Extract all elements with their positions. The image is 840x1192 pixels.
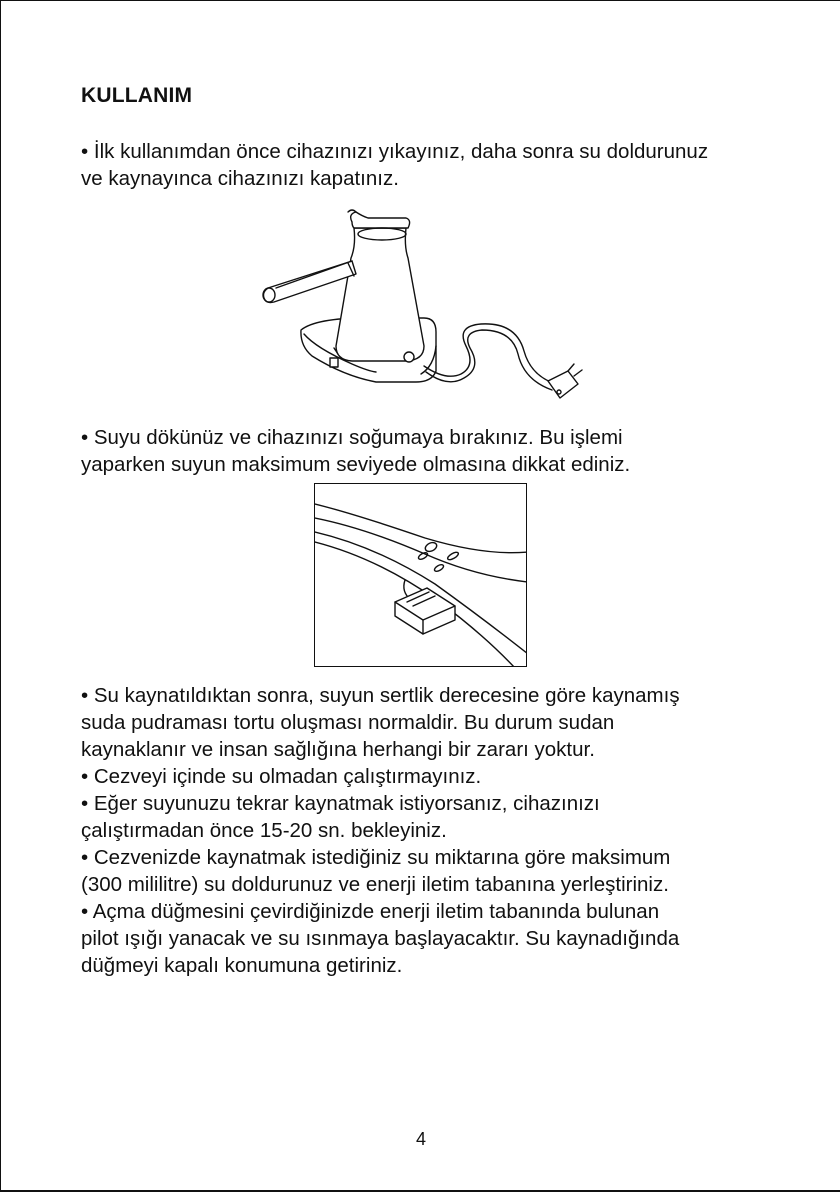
coffee-pot-illustration bbox=[256, 206, 586, 416]
paragraph-cooling bbox=[81, 424, 771, 478]
section-heading: KULLANIM bbox=[81, 84, 193, 107]
switch-detail-drawing bbox=[315, 484, 527, 667]
text-line: • Suyu dökünüz ve cihazınızı soğumaya bırakınız. Bu işlemi bbox=[81, 426, 623, 449]
text-line: suda pudraması tortu oluşması normaldir. Bu durum sudan bbox=[81, 711, 615, 734]
base-switch-closeup bbox=[314, 483, 527, 667]
text-line: (300 mililitre) su doldurunuz ve enerji iletim tabanına yerleştiriniz. bbox=[81, 873, 669, 896]
text-line: • Su kaynatıldıktan sonra, suyun sertlik derecesine göre kaynamış bbox=[81, 684, 680, 707]
text-line: pilot ışığı yanacak ve su ısınmaya başlayacaktır. Su kaynadığında bbox=[81, 927, 680, 950]
text-line: • Eğer suyunuzu tekrar kaynatmak istiyorsanız, cihazınızı bbox=[81, 792, 600, 815]
text-line: düğmeyi kapalı konumuna getiriniz. bbox=[81, 954, 403, 977]
text-line: ve kaynayınca cihazınızı kapatınız. bbox=[81, 167, 399, 190]
text-line: yaparken suyun maksimum seviyede olmasına dikkat ediniz. bbox=[81, 453, 631, 476]
paragraph-usage-notes bbox=[81, 682, 771, 979]
text-line: • Cezveyi içinde su olmadan çalıştırmayınız. bbox=[81, 765, 482, 788]
page-number: 4 bbox=[415, 1129, 426, 1149]
text-line: • İlk kullanımdan önce cihazınızı yıkayınız, daha sonra su doldurunuz bbox=[81, 140, 709, 163]
text-line: çalıştırmadan önce 15-20 sn. bekleyiniz. bbox=[81, 819, 447, 842]
text-line: • Cezvenizde kaynatmak istediğiniz su miktarına göre maksimum bbox=[81, 846, 671, 869]
text-line: kaynaklanır ve insan sağlığına herhangi bir zararı yoktur. bbox=[81, 738, 595, 761]
text-line: • Açma düğmesini çevirdiğinizde enerji iletim tabanında bulunan bbox=[81, 900, 660, 923]
paragraph-first-use bbox=[81, 138, 771, 192]
